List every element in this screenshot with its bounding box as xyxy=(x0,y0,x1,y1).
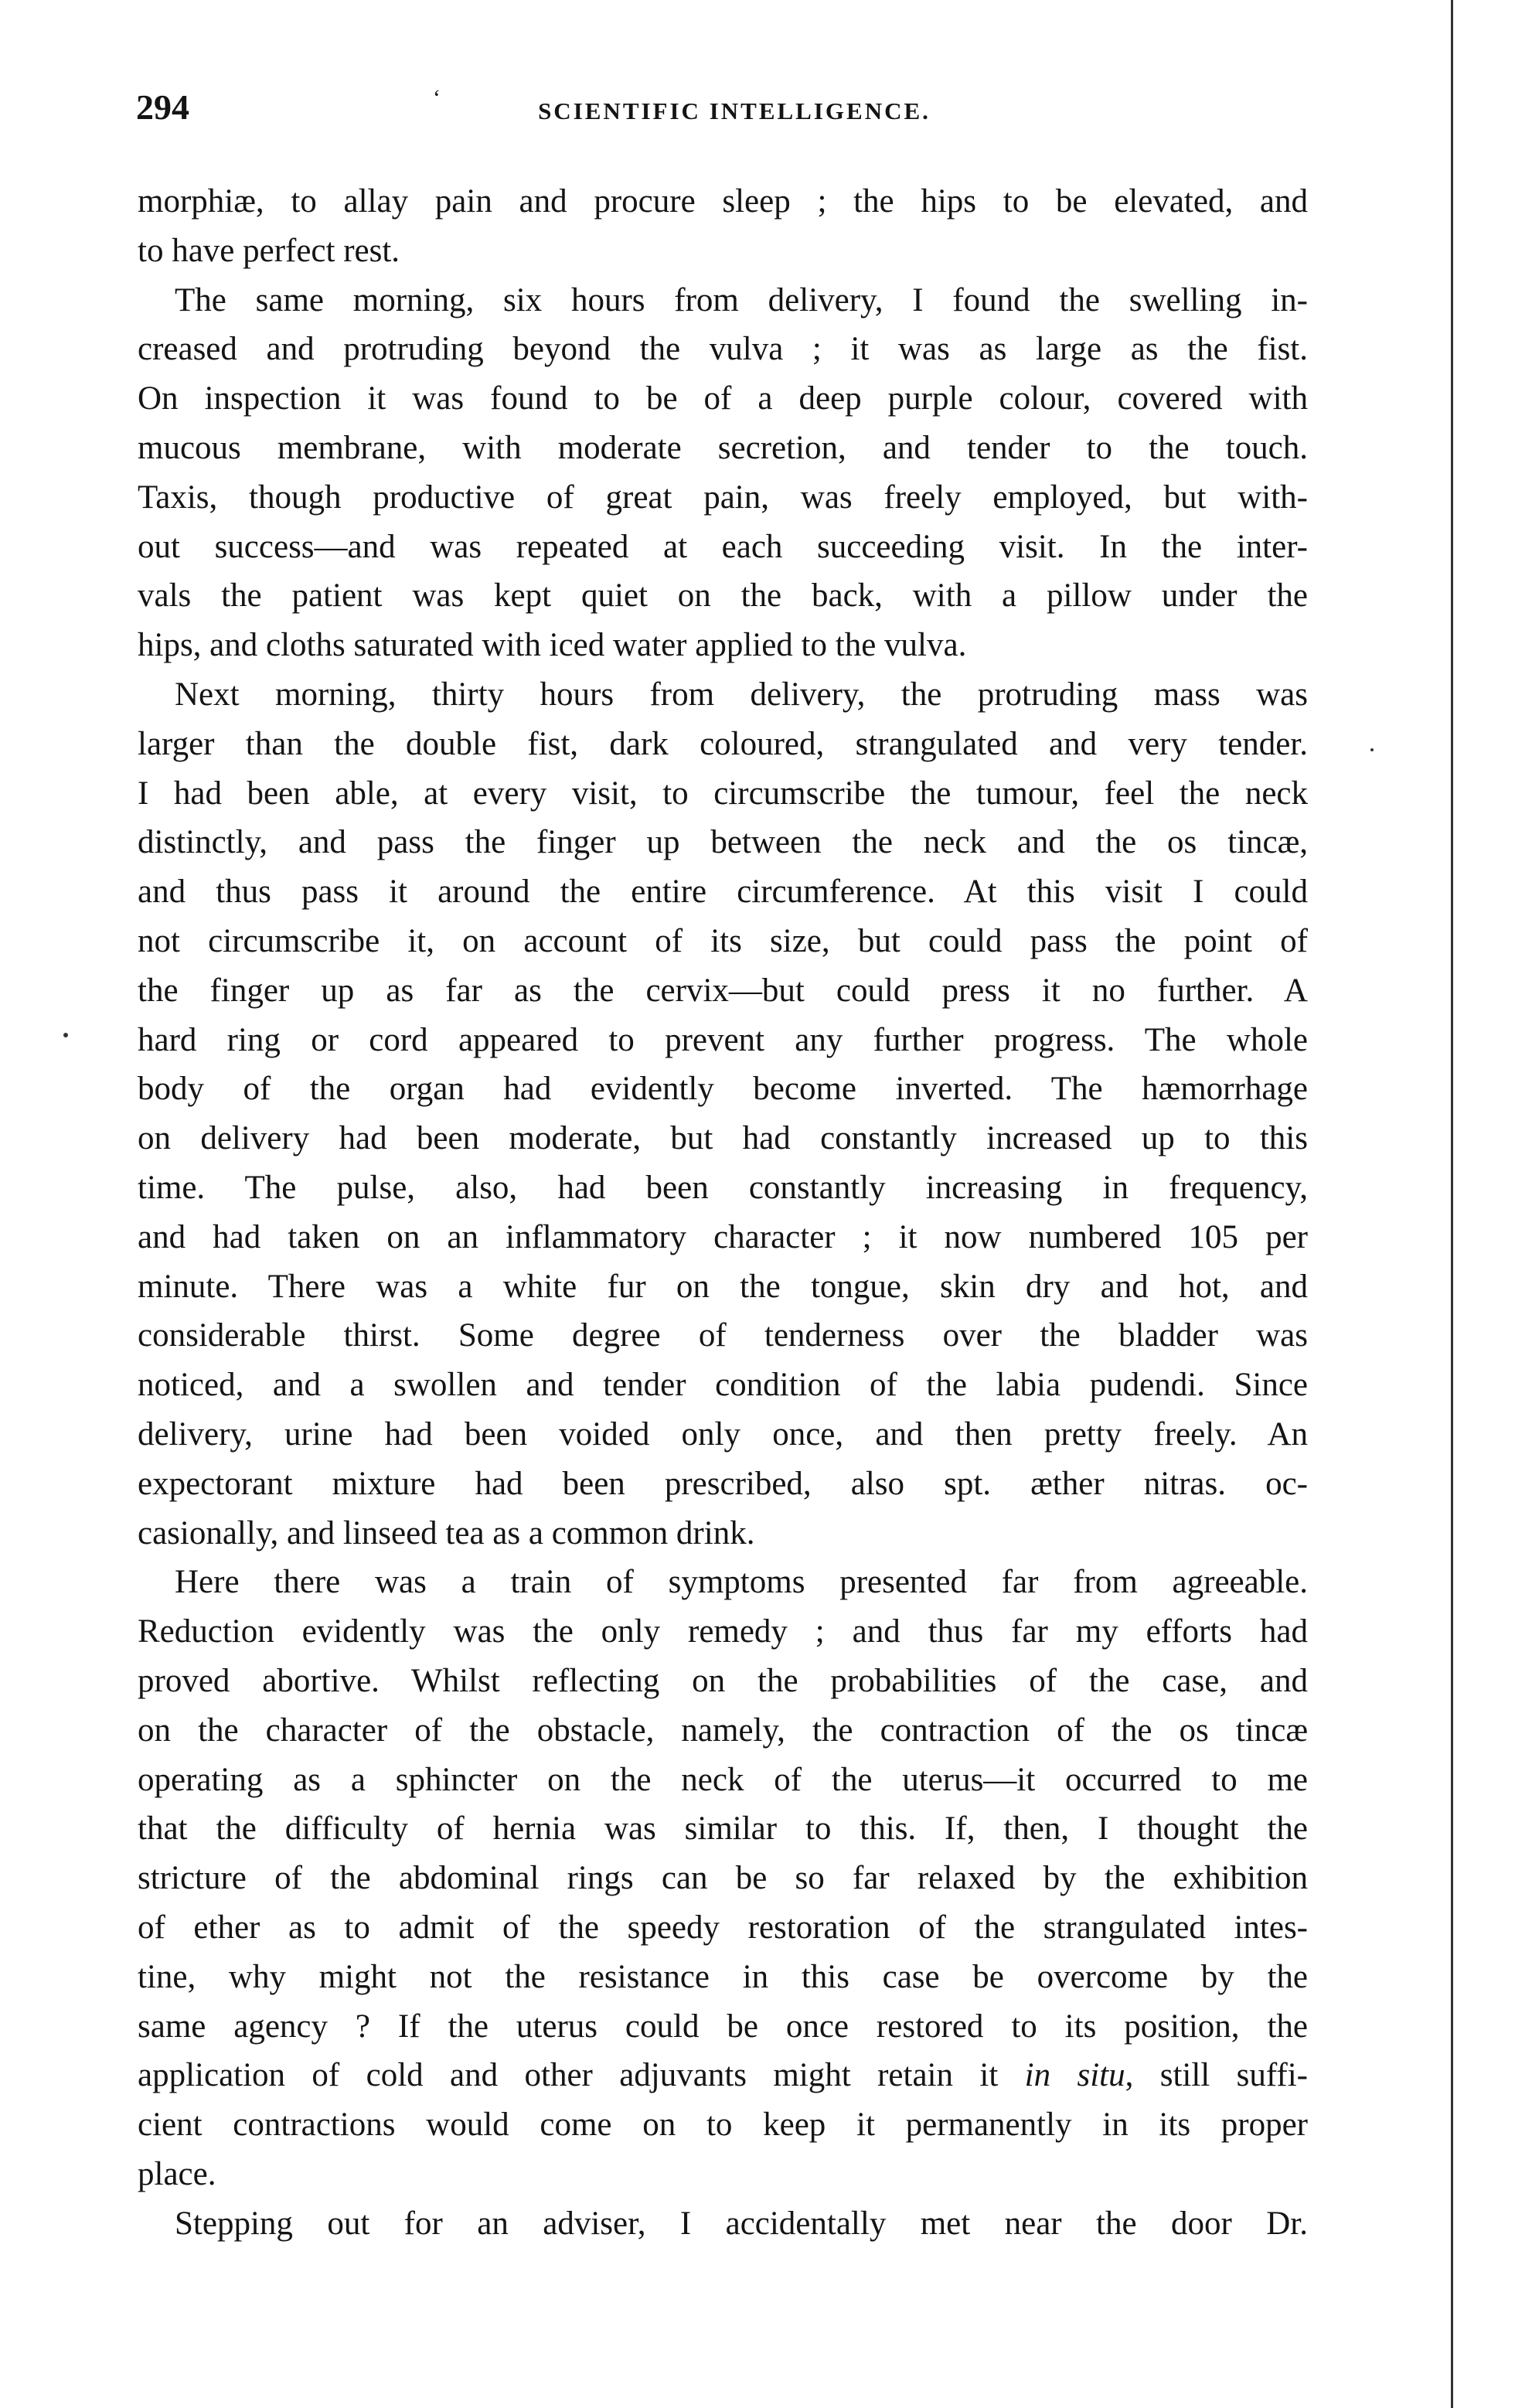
text-line: Taxis, though productive of great pain, was freely employed, but with- xyxy=(138,479,1308,516)
text-line: cient contractions would come on to keep it permanently in its proper xyxy=(138,2107,1308,2144)
text-line: operating as a sphincter on the neck of the uterus—it occurred to me xyxy=(138,1761,1308,1798)
text-line: tine, why might not the resistance in this case be overcome by the xyxy=(138,1958,1308,1995)
text-line: creased and protruding beyond the vulva ; it was as large as the fist. xyxy=(138,331,1308,368)
text-line: casionally, and linseed tea as a common drink. xyxy=(138,1514,755,1551)
text-line: on the character of the obstacle, namely, the contraction of the os tincæ xyxy=(138,1711,1308,1749)
speck xyxy=(1370,748,1374,751)
text-line: larger than the double fist, dark coloured, strangulated and very tender. xyxy=(138,725,1308,762)
text-line: time. The pulse, also, had been constantly increasing in frequency, xyxy=(138,1170,1308,1206)
text-line xyxy=(138,2051,1308,2100)
text-line: Reduction evidently was the only remedy ; and thus far my efforts had xyxy=(138,1613,1308,1650)
running-title: SCIENTIFIC INTELLIGENCE. xyxy=(538,97,931,124)
text-line: body of the organ had evidently become inverted. The hæmorrhage xyxy=(138,1071,1308,1108)
text-line: same agency ? If the uterus could be once restored to its position, the xyxy=(138,2008,1308,2045)
italic-phrase: in situ xyxy=(1024,2057,1125,2094)
text-line: proved abortive. Whilst reflecting on the probabilities of the case, and xyxy=(138,1663,1308,1699)
page-number: 294 xyxy=(136,87,189,127)
text-line: vals the patient was kept quiet on the back, with a pillow under the xyxy=(138,577,1308,615)
text-line: and had taken on an inflammatory character ; it now numbered 105 per xyxy=(138,1218,1308,1255)
text-line: hard ring or cord appeared to prevent any further progress. The whole xyxy=(138,1021,1308,1058)
text-line: expectorant mixture had been prescribed, also spt. æther nitras. oc- xyxy=(138,1465,1308,1502)
text-line: noticed, and a swollen and tender condition of the labia pudendi. Since xyxy=(138,1367,1308,1404)
text-segment: , still suffi- xyxy=(1125,2057,1308,2094)
text-segment: application of cold and other adjuvants might retain it xyxy=(138,2057,1025,2094)
text-line: delivery, urine had been voided only once, and then pretty freely. An xyxy=(138,1416,1308,1453)
text-line: out success—and was repeated at each succeeding visit. In the inter- xyxy=(138,528,1308,565)
text-line: not circumscribe it, on account of its size, but could pass the point of xyxy=(138,923,1308,959)
text-line: mucous membrane, with moderate secretion, and tender to the touch. xyxy=(138,430,1308,466)
text-line: I had been able, at every visit, to circumscribe the tumour, feel the neck xyxy=(138,775,1308,812)
text-line: the finger up as far as the cervix—but could press it no further. A xyxy=(138,972,1308,1009)
text-line: stricture of the abdominal rings can be so far relaxed by the exhibition xyxy=(138,1860,1308,1897)
text-line: to have perfect rest. xyxy=(138,232,400,269)
text-line: distinctly, and pass the finger up between the neck and the os tincæ, xyxy=(138,824,1308,861)
text-line: that the difficulty of hernia was similar to this. If, then, I thought the xyxy=(138,1810,1308,1848)
text-line: On inspection it was found to be of a deep purple colour, covered with xyxy=(138,380,1308,417)
text-line: minute. There was a white fur on the tongue, skin dry and hot, and xyxy=(138,1268,1308,1305)
stray-mark: ʻ xyxy=(433,85,441,111)
text-line: on delivery had been moderate, but had constantly increased up to this xyxy=(138,1120,1308,1157)
speck xyxy=(63,1033,68,1037)
text-line: of ether as to admit of the speedy restoration of the strangulated intes- xyxy=(138,1909,1308,1946)
text-line: considerable thirst. Some degree of tenderness over the bladder was xyxy=(138,1317,1308,1354)
text-line: morphiæ, to allay pain and procure sleep ; the hips to be elevated, and xyxy=(138,183,1308,220)
text-line: hips, and cloths saturated with iced water applied to the vulva. xyxy=(138,627,967,664)
text-line: Here there was a train of symptoms presented far from agreeable. xyxy=(175,1564,1308,1601)
text-line: The same morning, six hours from delivery, I found the swelling in- xyxy=(175,281,1308,318)
text-line: Stepping out for an adviser, I accidentally met near the door Dr. xyxy=(175,2205,1308,2242)
page-edge-rule xyxy=(1451,0,1453,2408)
text-line: Next morning, thirty hours from delivery, the protruding mass was xyxy=(175,676,1308,713)
text-line: and thus pass it around the entire circumference. At this visit I could xyxy=(138,874,1308,911)
text-line: place. xyxy=(138,2156,216,2192)
